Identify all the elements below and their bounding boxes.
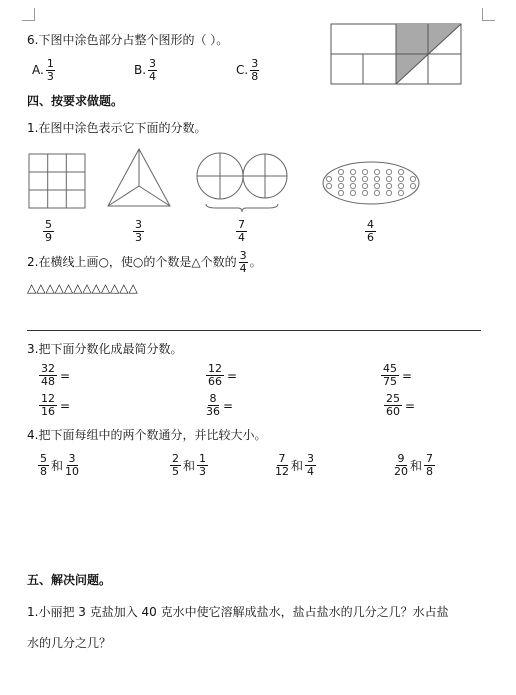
small-circle — [410, 183, 415, 188]
s4-q2-text: 2.在横线上画○，使○的个数是△个数的 $\frac{3}{4}$ 。 — [27, 249, 262, 275]
small-circle — [374, 169, 379, 174]
s4-q1-text: 1.在图中涂色表示它下面的分数。 — [27, 121, 207, 135]
page-corner-mark-left — [22, 8, 35, 21]
page-corner-mark-right — [482, 8, 495, 21]
small-circle — [386, 183, 391, 188]
small-circle — [362, 176, 367, 181]
compare-pair-3: $\frac{7}{12}$ 和 $\frac{3}{4}$ — [275, 452, 315, 478]
small-circle — [398, 169, 403, 174]
grid-3x3-figure — [28, 153, 86, 209]
small-circle — [398, 190, 403, 195]
option-fraction: $\frac{1}{3}$ — [46, 57, 54, 83]
compare-pair-4: $\frac{9}{20}$ 和 $\frac{7}{8}$ — [394, 452, 434, 478]
small-circle — [398, 176, 403, 181]
small-circle — [338, 183, 343, 188]
q6-option-c — [236, 58, 261, 83]
simplify-item-3: $\frac{45}{75}$ = — [383, 362, 413, 388]
section5-title: 五、解决问题。 — [27, 573, 112, 587]
s4-q3-text: 3.把下面分数化成最简分数。 — [27, 342, 183, 356]
small-circle — [338, 176, 343, 181]
simplify-item-4: $\frac{12}{16}$ = — [41, 392, 71, 418]
q6-option-b — [134, 58, 159, 83]
q6-question: 6.下图中涂色部分占整个图形的（ ）。 — [27, 33, 229, 47]
small-circle — [374, 176, 379, 181]
option-label: C. — [236, 63, 249, 77]
compare-pair-2: $\frac{2}{5}$ 和 $\frac{1}{3}$ — [172, 452, 207, 478]
figure-fraction-4: $\frac{4}{6}$ — [367, 218, 374, 244]
small-circle — [374, 183, 379, 188]
small-circle — [338, 190, 343, 195]
small-circle — [326, 183, 331, 188]
small-circle — [350, 169, 355, 174]
s4-q4-text: 4.把下面每组中的两个数通分，并比较大小。 — [27, 428, 267, 442]
figure-fraction-1: $\frac{5}{9}$ — [45, 218, 52, 244]
small-circle — [362, 183, 367, 188]
option-fraction: $\frac{3}{4}$ — [149, 57, 157, 83]
option-fraction: $\frac{3}{8}$ — [251, 57, 259, 83]
q6-shaded-rectangle-figure — [330, 23, 462, 85]
option-label: A. — [32, 63, 44, 77]
answer-line[interactable] — [27, 330, 481, 331]
section4-title: 四、按要求做题。 — [27, 94, 124, 108]
small-circle — [350, 176, 355, 181]
small-circle — [386, 176, 391, 181]
small-circle — [362, 169, 367, 174]
triangle-row: △△△△△△△△△△△△ — [27, 281, 138, 295]
simplify-item-5: $\frac{8}{36}$ = — [206, 392, 234, 418]
small-circle — [374, 190, 379, 195]
figure-fraction-2: $\frac{3}{3}$ — [135, 218, 142, 244]
small-circle — [338, 169, 343, 174]
q6-option-a — [32, 58, 57, 83]
compare-pair-1: $\frac{5}{8}$ 和 $\frac{3}{10}$ — [40, 452, 80, 478]
simplify-item-1: $\frac{32}{48}$ = — [41, 362, 71, 388]
small-circle — [386, 190, 391, 195]
triangle-divided-figure — [107, 148, 171, 208]
small-circle — [350, 183, 355, 188]
s5-q1-line2: 水的几分之几？ — [27, 636, 112, 650]
ellipse-circles-figure — [321, 160, 421, 206]
small-circle — [326, 176, 331, 181]
simplify-item-6: $\frac{25}{60}$ = — [386, 392, 416, 418]
two-circles-figure — [196, 150, 288, 214]
small-circle — [350, 190, 355, 195]
figure-fraction-3: $\frac{7}{4}$ — [238, 218, 245, 244]
small-circle — [386, 169, 391, 174]
option-label: B. — [134, 63, 147, 77]
small-circle — [362, 190, 367, 195]
s5-q1-line1: 1.小丽把 3 克盐加入 40 克水中使它溶解成盐水，盐占盐水的几分之几？水占盐 — [27, 605, 449, 619]
small-circle — [398, 183, 403, 188]
simplify-item-2: $\frac{12}{66}$ = — [208, 362, 238, 388]
s4-q2-fraction: $\frac{3}{4}$ — [239, 249, 247, 275]
small-circle — [410, 176, 415, 181]
